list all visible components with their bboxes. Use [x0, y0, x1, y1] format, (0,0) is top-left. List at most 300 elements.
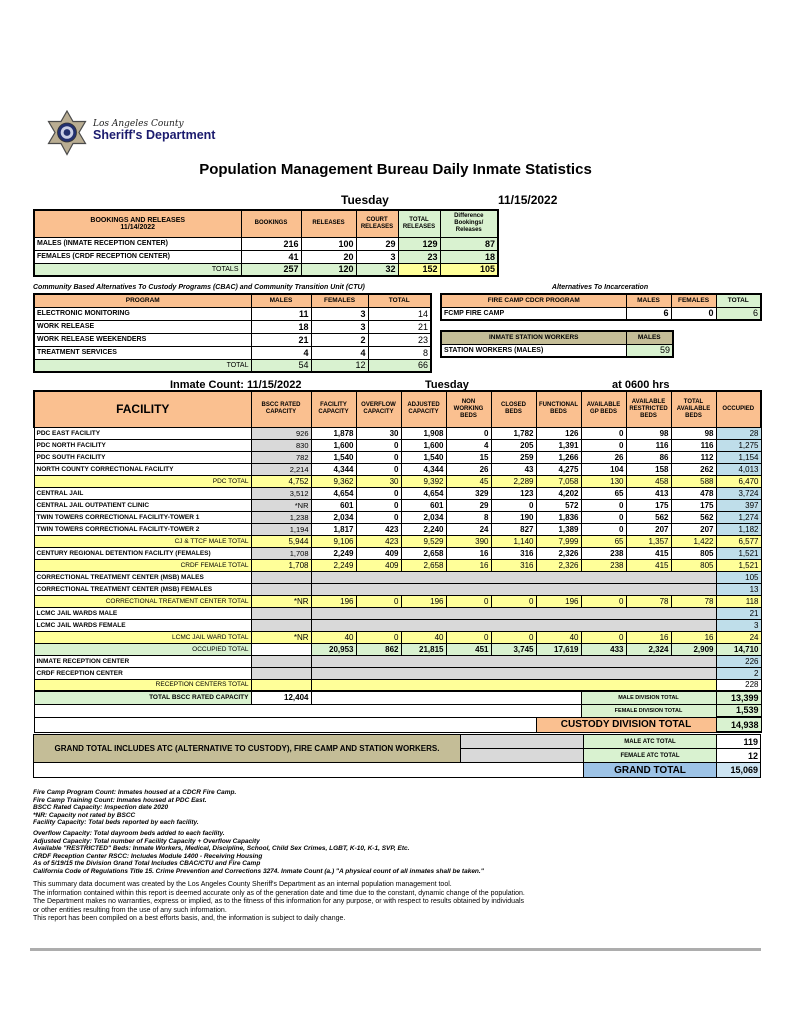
facility-row	[34, 619, 761, 631]
column-header: FEMALES	[311, 294, 368, 307]
total-label: PDC TOTAL	[34, 475, 251, 487]
value-cell: 259	[491, 451, 536, 463]
value-cell: 20	[301, 250, 356, 263]
value-cell: 390	[446, 535, 491, 547]
value-cell: 14,710	[716, 643, 761, 655]
grand-total-row	[34, 735, 761, 749]
occupied-cell: 1,274	[716, 511, 761, 523]
value-cell: 4,344	[401, 463, 446, 475]
facility-header-row	[34, 391, 761, 427]
value-cell: 827	[491, 523, 536, 535]
value-cell: 29	[446, 499, 491, 511]
value-cell: 4	[446, 439, 491, 451]
value-cell: 16	[446, 547, 491, 559]
value-cell: 3	[311, 307, 368, 320]
cbac-row	[34, 320, 431, 333]
cbac-row	[34, 346, 431, 359]
value-cell: 29	[356, 237, 398, 250]
column-header: CLOSED BEDS	[491, 391, 536, 427]
custody-division-row	[34, 717, 761, 732]
bookings-title	[34, 210, 241, 237]
value-cell: 0	[581, 595, 626, 607]
row-label: STATION WORKERS (MALES)	[441, 344, 626, 357]
value-cell: 45	[446, 475, 491, 487]
value-cell: 26	[581, 451, 626, 463]
value-cell: 207	[671, 523, 716, 535]
value-cell: 1,878	[311, 427, 356, 439]
span-cell	[311, 571, 716, 583]
value-cell: 1,540	[311, 451, 356, 463]
value-cell: 1,389	[536, 523, 581, 535]
value-cell: 23	[368, 333, 431, 346]
agency-department: Sheriff's Department	[93, 128, 216, 142]
value-cell: 24	[446, 523, 491, 535]
facility-row	[34, 523, 761, 535]
value-cell: 0	[356, 499, 401, 511]
occupied-cell: 3,724	[716, 487, 761, 499]
value-cell: 40	[311, 631, 356, 643]
footnote-line: Available "RESTRICTED" Beds: Inmate Workers, Medical, Discipline, School, Child Sex Crimes, LGBT, K-10, K-1, SVP, Etc.	[33, 845, 410, 853]
value-cell: 120	[301, 263, 356, 276]
disclaimer-line: This report has been compiled on a best efforts basis, and, the information is subject to daily change.	[33, 915, 346, 923]
facility-table	[33, 390, 762, 733]
value-cell: 257	[241, 263, 301, 276]
value-cell: 0	[356, 439, 401, 451]
disclaimer-line: The information contained within this report is deemed accurate only as of the generation date and time due to the constant, dynamic change of the population.	[33, 889, 525, 897]
disclaimer-line: This summary data document was created by the Los Angeles County Sheriff's Department as an internal population management tool.	[33, 881, 452, 888]
value-cell: 6	[716, 307, 761, 320]
value-cell: 2,034	[311, 511, 356, 523]
value-cell: 1,836	[536, 511, 581, 523]
value-cell: 87	[440, 237, 498, 250]
inmate-count-label: Inmate Count: 11/15/2022	[170, 379, 302, 391]
footnote-line: Facility Capacity: Total beds reported by each facility.	[33, 819, 199, 827]
grand-total-note: GRAND TOTAL INCLUDES ATC (ALTERNATIVE TO CUSTODY), FIRE CAMP AND STATION WORKERS.	[34, 735, 461, 763]
value-cell: 105	[440, 263, 498, 276]
value-cell: 0	[356, 511, 401, 523]
facility-row	[34, 463, 761, 475]
bscc-cell	[251, 655, 311, 667]
value-cell: 3,745	[491, 643, 536, 655]
value-cell: 238	[581, 559, 626, 571]
facility-row	[34, 547, 761, 559]
cbac-section	[33, 284, 430, 373]
facility-day-label: Tuesday	[425, 379, 469, 391]
occupied-cell: 2	[716, 667, 761, 679]
facility-row	[34, 655, 761, 667]
female-atc-label: FEMALE ATC TOTAL	[584, 749, 717, 763]
occupied-cell: 1,521	[716, 547, 761, 559]
column-header: OVERFLOW CAPACITY	[356, 391, 401, 427]
value-cell: 0	[671, 307, 716, 320]
bscc-cell: *NR	[251, 631, 311, 643]
bscc-cell	[251, 643, 311, 655]
value-cell: 562	[626, 511, 671, 523]
value-cell: 59	[626, 344, 673, 357]
female-atc-total: 12	[717, 749, 761, 763]
facility-label: TWIN TOWERS CORRECTIONAL FACILITY-TOWER 2	[34, 523, 251, 535]
facility-row	[34, 667, 761, 679]
ati-title: Alternatives To Incarceration	[551, 284, 649, 291]
bscc-cell: 830	[251, 439, 311, 451]
column-header: TOTAL	[368, 294, 431, 307]
value-cell: 7,058	[536, 475, 581, 487]
facility-row	[34, 499, 761, 511]
bookings-row	[34, 237, 498, 250]
occupied-cell: 397	[716, 499, 761, 511]
value-cell: 3	[356, 250, 398, 263]
bscc-cell: 1,708	[251, 559, 311, 571]
fire-camp-table	[440, 293, 762, 321]
page-divider	[30, 948, 761, 951]
value-cell: 2,658	[401, 559, 446, 571]
occupied-cell: 226	[716, 655, 761, 667]
bscc-cell: 1,238	[251, 511, 311, 523]
span-cell	[311, 583, 716, 595]
value-cell: 23	[398, 250, 440, 263]
occupied-cell: 21	[716, 607, 761, 619]
value-cell: 2,249	[311, 559, 356, 571]
value-cell: 130	[581, 475, 626, 487]
facility-label: CRDF RECEPTION CENTER	[34, 667, 251, 679]
column-header: RELEASES	[301, 210, 356, 237]
bscc-cell	[251, 619, 311, 631]
value-cell: 158	[626, 463, 671, 475]
column-header: MALES	[251, 294, 311, 307]
value-cell: 78	[626, 595, 671, 607]
value-cell: 0	[356, 631, 401, 643]
footnote-line: As of 5/19/15 the Division Grand Total Includes CBAC/CTU and Fire Camp	[33, 860, 261, 868]
value-cell: 2,249	[311, 547, 356, 559]
footnotes	[33, 789, 733, 876]
value-cell: 30	[356, 475, 401, 487]
cbac-header-row	[34, 294, 431, 307]
disclaimer	[33, 881, 763, 924]
value-cell: 1,908	[401, 427, 446, 439]
value-cell: 196	[311, 595, 356, 607]
facility-label: LCMC JAIL WARDS MALE	[34, 607, 251, 619]
value-cell: 0	[491, 499, 536, 511]
value-cell: 862	[356, 643, 401, 655]
value-cell: 40	[536, 631, 581, 643]
spacer	[461, 749, 584, 763]
occupied-cell: 28	[716, 427, 761, 439]
column-header: NON WORKING BEDS	[446, 391, 491, 427]
value-cell: 11	[251, 307, 311, 320]
value-cell: 423	[356, 523, 401, 535]
value-cell: 588	[671, 475, 716, 487]
value-cell: 8	[446, 511, 491, 523]
cbac-title: Community Based Alternatives To Custody Programs (CBAC) and Community Transition Unit (CTU)	[33, 284, 365, 291]
footnote-line: Overflow Capacity: Total dayroom beds added to each facility.	[33, 829, 225, 837]
column-header: MALES	[626, 294, 671, 307]
report-day: Tuesday	[341, 193, 389, 207]
bscc-cell	[251, 583, 311, 595]
value-cell: 0	[581, 427, 626, 439]
spacer	[34, 763, 584, 778]
value-cell: 2,324	[626, 643, 671, 655]
value-cell: 123	[491, 487, 536, 499]
span-cell	[311, 607, 716, 619]
bscc-cell: 1,708	[251, 547, 311, 559]
value-cell: 152	[398, 263, 440, 276]
facility-label: CORRECTIONAL TREATMENT CENTER (MSB) FEMALES	[34, 583, 251, 595]
female-division-total: 1,539	[716, 704, 761, 717]
footnote-line: *NR: Capacity not rated by BSCC	[33, 811, 136, 819]
spacer	[311, 691, 581, 704]
bscc-cell: *NR	[251, 499, 311, 511]
facility-row	[34, 559, 761, 571]
facility-label: CENTURY REGIONAL DETENTION FACILITY (FEMALES)	[34, 547, 251, 559]
value-cell: 78	[671, 595, 716, 607]
bscc-total-value: 12,404	[251, 691, 311, 704]
value-cell: 0	[581, 523, 626, 535]
value-cell: 6,577	[716, 535, 761, 547]
bscc-cell: 3,512	[251, 487, 311, 499]
column-header: TOTAL AVAILABLE BEDS	[671, 391, 716, 427]
value-cell: 21,815	[401, 643, 446, 655]
value-cell: 601	[401, 499, 446, 511]
agency-logo	[46, 110, 215, 162]
column-header: ADJUSTED CAPACITY	[401, 391, 446, 427]
facility-label: TWIN TOWERS CORRECTIONAL FACILITY-TOWER 1	[34, 511, 251, 523]
value-cell: 4,202	[536, 487, 581, 499]
column-header: PROGRAM	[34, 294, 251, 307]
bscc-cell: *NR	[251, 595, 311, 607]
value-cell: 0	[446, 631, 491, 643]
value-cell: 0	[491, 595, 536, 607]
total-label: TOTAL BSCC RATED CAPACITY	[34, 691, 251, 704]
sheriff-star-icon	[46, 110, 88, 162]
value-cell: 205	[491, 439, 536, 451]
spacer	[34, 704, 581, 717]
value-cell: 4	[311, 346, 368, 359]
column-header: FUNCTIONAL BEDS	[536, 391, 581, 427]
span-cell	[311, 667, 716, 679]
value-cell: 2,289	[491, 475, 536, 487]
span-cell	[311, 655, 716, 667]
span-cell	[311, 619, 716, 631]
totals-label: TOTALS	[34, 263, 241, 276]
footnote-line: BSCC Rated Capacity: Inspection date 2020	[33, 804, 169, 812]
occupied-cell: 3	[716, 619, 761, 631]
grand-total-table	[33, 734, 761, 778]
disclaimer-line: or other entities resulting from the use of any such information.	[33, 906, 227, 914]
footnote-line: Fire Camp Training Count: Inmates housed at PDC East.	[33, 796, 207, 804]
value-cell: 66	[368, 359, 431, 372]
station-workers-header-row	[441, 331, 673, 344]
value-cell: 41	[241, 250, 301, 263]
facility-row	[34, 487, 761, 499]
bscc-cell: 782	[251, 451, 311, 463]
value-cell: 0	[356, 451, 401, 463]
disclaimer-line: The Department makes no warranties, express or implied, as to the fitness of this information for any purpose, or with respect to results obtained by individuals	[33, 898, 525, 906]
grand-total-section	[33, 734, 761, 778]
value-cell: 20,953	[311, 643, 356, 655]
value-cell: 2,326	[536, 559, 581, 571]
ati-section	[440, 284, 760, 358]
column-header: FIRE CAMP CDCR PROGRAM	[441, 294, 626, 307]
facility-section	[33, 390, 762, 733]
footnote-line: California Code of Regulations Title 15. Crime Prevention and Corrections 3274. Inmate Count (a.) "A physical count of all inmates shall be taken."	[33, 867, 484, 875]
bookings-totals-row	[34, 263, 498, 276]
row-label: FCMP FIRE CAMP	[441, 307, 626, 320]
value-cell: 116	[671, 439, 716, 451]
total-label: CORRECTIONAL TREATMENT CENTER TOTAL	[34, 595, 251, 607]
bookings-row	[34, 250, 498, 263]
value-cell: 2,909	[671, 643, 716, 655]
value-cell: 805	[671, 547, 716, 559]
fire-camp-row	[441, 307, 761, 320]
facility-label: NORTH COUNTY CORRECTIONAL FACILITY	[34, 463, 251, 475]
value-cell: 8	[368, 346, 431, 359]
value-cell: 9,529	[401, 535, 446, 547]
value-cell: 30	[356, 427, 401, 439]
bookings-table	[33, 209, 499, 277]
total-label: CRDF FEMALE TOTAL	[34, 559, 251, 571]
report-date: 11/15/2022	[498, 193, 558, 207]
value-cell: 6,470	[716, 475, 761, 487]
female-division-row	[34, 704, 761, 717]
value-cell: 1,140	[491, 535, 536, 547]
value-cell: 6	[626, 307, 671, 320]
value-cell: 0	[581, 439, 626, 451]
column-header: OCCUPIED	[716, 391, 761, 427]
grand-total-value: 15,069	[717, 763, 761, 778]
total-label: OCCUPIED TOTAL	[34, 643, 251, 655]
value-cell: 190	[491, 511, 536, 523]
male-atc-total: 119	[717, 735, 761, 749]
column-header: FEMALES	[671, 294, 716, 307]
value-cell: 18	[440, 250, 498, 263]
column-header: TOTAL	[716, 294, 761, 307]
occupied-cell: 1,182	[716, 523, 761, 535]
facility-label: PDC EAST FACILITY	[34, 427, 251, 439]
value-cell: 0	[356, 487, 401, 499]
column-header: MALES	[626, 331, 673, 344]
facility-time-label: at 0600 hrs	[612, 379, 670, 391]
bookings-section	[33, 209, 499, 277]
bookings-header-row	[34, 210, 498, 237]
value-cell: 1,600	[311, 439, 356, 451]
value-cell: 478	[671, 487, 716, 499]
value-cell: 18	[251, 320, 311, 333]
value-cell: 100	[301, 237, 356, 250]
facility-label: CENTRAL JAIL	[34, 487, 251, 499]
footnote-line: CRDF Reception Center RSCC: Includes Module 1400 - Receiving Housing	[33, 852, 263, 860]
column-header: COURT RELEASES	[356, 210, 398, 237]
value-cell: 415	[626, 547, 671, 559]
value-cell: 118	[716, 595, 761, 607]
value-cell: 4	[251, 346, 311, 359]
value-cell: 43	[491, 463, 536, 475]
bscc-cell	[251, 607, 311, 619]
value-cell: 1,422	[671, 535, 716, 547]
occupied-cell: 1,275	[716, 439, 761, 451]
value-cell: 572	[536, 499, 581, 511]
bookings-title-line2: 11/14/2022	[120, 223, 156, 231]
value-cell: 329	[446, 487, 491, 499]
value-cell: 26	[446, 463, 491, 475]
value-cell: 2	[311, 333, 368, 346]
value-cell: 238	[581, 547, 626, 559]
occupied-cell: 105	[716, 571, 761, 583]
column-header: FACILITY CAPACITY	[311, 391, 356, 427]
facility-row	[34, 631, 761, 643]
custody-division-total: 14,938	[716, 717, 761, 732]
value-cell: 21	[251, 333, 311, 346]
value-cell: 601	[311, 499, 356, 511]
value-cell: 196	[536, 595, 581, 607]
value-cell: 1,540	[401, 451, 446, 463]
value-cell: 0	[581, 511, 626, 523]
agency-county: Los Angeles County	[93, 119, 184, 129]
facility-row	[34, 427, 761, 439]
value-cell: 423	[356, 535, 401, 547]
bscc-total-row	[34, 691, 761, 704]
value-cell: 65	[581, 487, 626, 499]
value-cell: 9,106	[311, 535, 356, 547]
value-cell: 805	[671, 559, 716, 571]
value-cell: 98	[626, 427, 671, 439]
value-cell: 65	[581, 535, 626, 547]
column-header: AVAILABLE RESTRICTED BEDS	[626, 391, 671, 427]
value-cell: 16	[671, 631, 716, 643]
facility-label: INMATE RECEPTION CENTER	[34, 655, 251, 667]
facility-row	[34, 607, 761, 619]
cbac-table	[33, 293, 432, 373]
facility-row	[34, 535, 761, 547]
value-cell: 409	[356, 559, 401, 571]
facility-row	[34, 451, 761, 463]
facility-row	[34, 475, 761, 487]
value-cell: 0	[581, 631, 626, 643]
column-header: AVAILABLE GP BEDS	[581, 391, 626, 427]
spacer	[34, 717, 536, 732]
value-cell: 14	[368, 307, 431, 320]
column-header: TOTAL RELEASES	[398, 210, 440, 237]
agency-name	[93, 119, 215, 142]
grand-total-label: GRAND TOTAL	[584, 763, 717, 778]
footnote-line: Fire Camp Program Count: Inmates housed at a CDCR Fire Camp.	[33, 789, 237, 796]
column-header: Difference Bookings/ Releases	[440, 210, 498, 237]
facility-row	[34, 571, 761, 583]
column-header: BOOKINGS	[241, 210, 301, 237]
grand-total-row	[34, 763, 761, 778]
value-cell: 0	[356, 595, 401, 607]
occupied-cell: 13	[716, 583, 761, 595]
facility-row	[34, 595, 761, 607]
value-cell: 17,619	[536, 643, 581, 655]
value-cell: 0	[446, 595, 491, 607]
totals-label: TOTAL	[34, 359, 251, 372]
value-cell: 116	[626, 439, 671, 451]
male-atc-label: MALE ATC TOTAL	[584, 735, 717, 749]
facility-label: LCMC JAIL WARDS FEMALE	[34, 619, 251, 631]
value-cell: 175	[626, 499, 671, 511]
occupied-cell: 228	[716, 679, 761, 691]
value-cell: 316	[491, 547, 536, 559]
bscc-cell	[251, 571, 311, 583]
cbac-totals-row	[34, 359, 431, 372]
occupied-cell: 4,013	[716, 463, 761, 475]
bscc-cell: 1,194	[251, 523, 311, 535]
value-cell: 112	[671, 451, 716, 463]
custody-division-label: CUSTODY DIVISION TOTAL	[536, 717, 716, 732]
value-cell: 196	[401, 595, 446, 607]
value-cell: 1,782	[491, 427, 536, 439]
row-label: TREATMENT SERVICES	[34, 346, 251, 359]
